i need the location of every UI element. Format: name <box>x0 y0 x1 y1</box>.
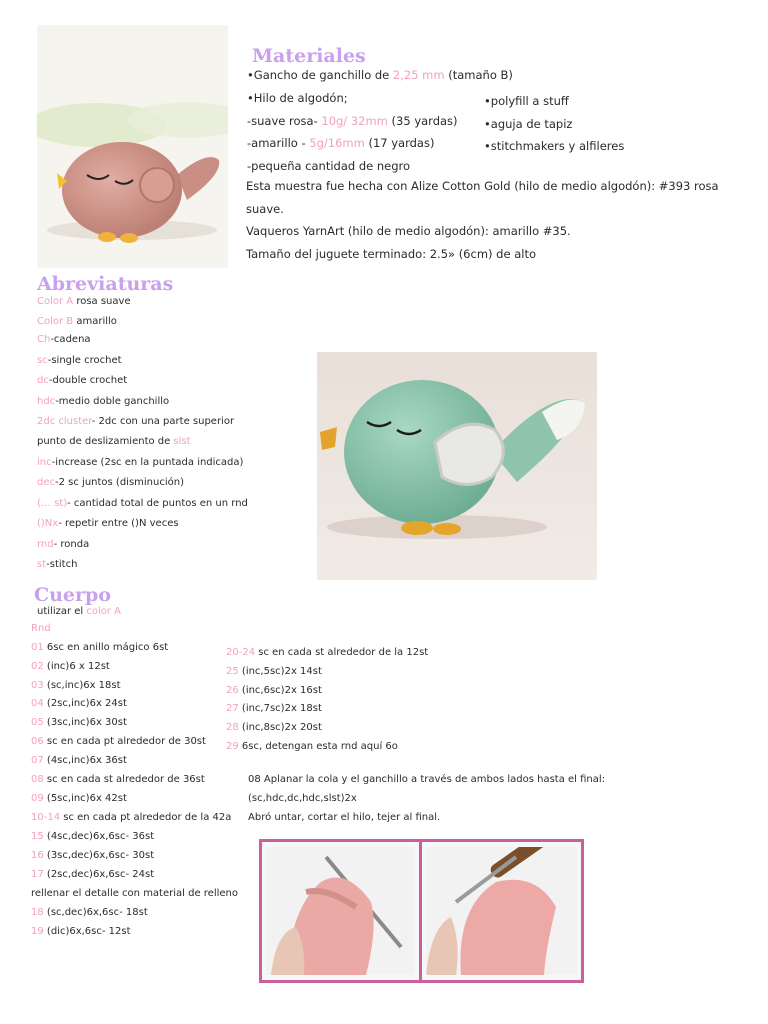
round-row: 27 (inc,7sc)2x 18st <box>226 703 322 714</box>
abbr-item: punto de deslizamiento de slst <box>37 436 191 447</box>
abbr-item: Ch-cadena <box>37 334 91 345</box>
materials-item: •polyfill a stuff <box>484 94 569 108</box>
abbr-item: rnd- ronda <box>37 539 90 550</box>
round-row: 28 (inc,8sc)2x 20st <box>226 722 322 733</box>
desc-line: Vaqueros YarnArt (hilo de medio algodón): amarillo #35. <box>246 224 571 238</box>
materials-item: -pequeña cantidad de negro <box>247 159 411 173</box>
abbr-item: dec-2 sc juntos (disminución) <box>37 477 184 488</box>
round-row: 29 6sc, detengan esta rnd aquí 6o <box>226 741 398 752</box>
materials-item: •stitchmakers y alfileres <box>484 139 625 153</box>
round-row: 06 sc en cada pt alrededor de 30st <box>31 736 206 747</box>
materials-item: -amarillo - 5g/16mm (17 yardas) <box>247 136 435 150</box>
abbr-item: ()Nx- repetir entre ()N veces <box>37 518 179 529</box>
step-photo-2 <box>426 847 577 975</box>
round-row: 26 (inc,6sc)2x 16st <box>226 685 322 696</box>
round-row: 16 (3sc,dec)6x,6sc- 30st <box>31 850 155 861</box>
body-title: Cuerpo <box>34 584 111 606</box>
body-intro: utilizar el color A <box>37 606 122 617</box>
round-row: 09 (5sc,inc)6x 42st <box>31 793 127 804</box>
materials-item: •Hilo de algodón; <box>247 91 348 105</box>
abbr-item: hdc-medio doble ganchillo <box>37 396 170 407</box>
desc-line: suave. <box>246 202 284 216</box>
abbr-item: dc-double crochet <box>37 375 128 386</box>
note-line: 08 Aplanar la cola y el ganchillo a través de ambos lados hasta el final: <box>248 774 606 785</box>
abbr-item: Color A rosa suave <box>37 296 131 307</box>
round-row: 19 (dic)6x,6sc- 12st <box>31 926 131 937</box>
abbr-item: 2dc cluster- 2dc con una parte superior <box>37 416 235 427</box>
abbr-item: Color B amarillo <box>37 316 117 327</box>
mint-bird-photo <box>317 352 597 580</box>
desc-line: Tamaño del juguete terminado: 2.5» (6cm) de alto <box>246 247 536 261</box>
note-line: Abró untar, cortar el hilo, tejer al final. <box>248 812 441 823</box>
step-divider <box>419 842 422 980</box>
round-row: 15 (4sc,dec)6x,6sc- 36st <box>31 831 155 842</box>
round-row: 10-14 sc en cada pt alrededor de la 42a <box>31 812 232 823</box>
abbr-item: inc-increase (2sc en la puntada indicada) <box>37 457 244 468</box>
abbr-item: sc-single crochet <box>37 355 122 366</box>
step-photo-1 <box>266 847 415 975</box>
round-row: 02 (inc)6 x 12st <box>31 661 110 672</box>
pink-bird-photo <box>37 25 228 268</box>
round-row: 01 6sc en anillo mágico 6st <box>31 642 169 653</box>
step-photos-frame <box>259 839 584 983</box>
abbr-item: st-stitch <box>37 559 78 570</box>
materials-item: •Gancho de ganchillo de 2,25 mm (tamaño B) <box>247 68 513 82</box>
round-row: rellenar el detalle con material de relleno <box>31 888 238 899</box>
round-row: 18 (sc,dec)6x,6sc- 18st <box>31 907 148 918</box>
round-row: 25 (inc,5sc)2x 14st <box>226 666 322 677</box>
abbreviations-title: Abreviaturas <box>37 273 174 295</box>
round-row: 04 (2sc,inc)6x 24st <box>31 698 127 709</box>
abbr-item: (… st)- cantidad total de puntos en un rnd <box>37 498 248 509</box>
materials-title: Materiales <box>252 45 366 67</box>
round-row: 20-24 sc en cada st alrededor de la 12st <box>226 647 429 658</box>
round-row: 07 (4sc,inc)6x 36st <box>31 755 127 766</box>
desc-line: Esta muestra fue hecha con Alize Cotton Gold (hilo de medio algodón): #393 rosa <box>246 179 719 193</box>
round-row: 17 (2sc,dec)6x,6sc- 24st <box>31 869 155 880</box>
materials-item: -suave rosa- 10g/ 32mm (35 yardas) <box>247 114 458 128</box>
rnd-label: Rnd <box>31 623 51 634</box>
round-row: 03 (sc,inc)6x 18st <box>31 680 121 691</box>
round-row: 08 sc en cada st alrededor de 36st <box>31 774 205 785</box>
materials-item: •aguja de tapiz <box>484 117 573 131</box>
note-line: (sc,hdc,dc,hdc,slst)2x <box>248 793 357 804</box>
round-row: 05 (3sc,inc)6x 30st <box>31 717 127 728</box>
